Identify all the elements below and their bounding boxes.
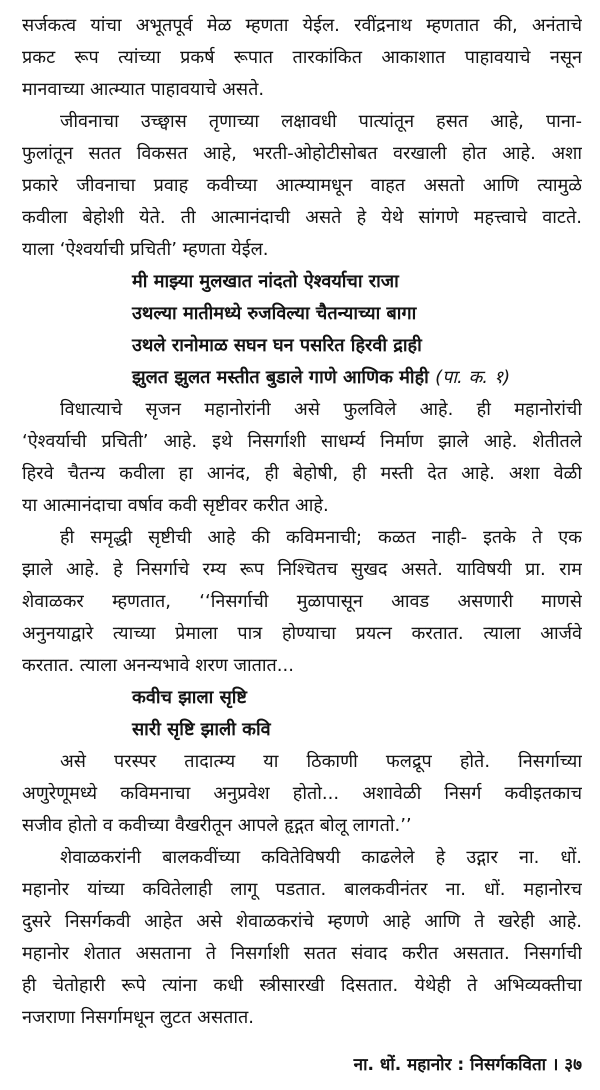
- text-line: कवीला बेहोशी येते. ती आत्मानंदाची असते हे येथे सांगणे महत्त्वाचे वाटते.: [22, 207, 582, 228]
- text-line: दुसरे निसर्गकवी आहेत असे शेवाळकरांचे म्हणणे आहे आणि ते खरेही आहे.: [22, 911, 582, 932]
- text-line: या आत्मानंदाचा वर्षाव कवी सृष्टीवर करीत आहे.: [22, 495, 329, 516]
- text-line: सजीव होतो व कवीच्या वैखरीतून आपले हृद्गत बोलू लागतो.’’: [22, 815, 412, 836]
- text-line: अणुरेणूमध्ये कविमनाचा अनुप्रवेश होतो... अशावेळी निसर्ग कवीइतकाच: [22, 783, 582, 804]
- paragraph-4: [22, 522, 582, 682]
- text-line: शेवाळकर म्हणतात, ‘‘निसर्गाची मुळापासून आवड असणारी माणसे: [22, 591, 582, 612]
- poem-line: मी माझ्या मुलखात नांदतो ऐश्वर्याचा राजा: [132, 271, 399, 292]
- text-line: याला ‘ऐश्वर्याची प्रचिती’ म्हणता येईल.: [22, 239, 269, 260]
- paragraph-3: [22, 394, 582, 522]
- paragraph-2: [22, 106, 582, 266]
- paragraph-5: [22, 746, 582, 842]
- text-line: करतात. त्याला अनन्यभावे शरण जातात...: [22, 655, 294, 676]
- poem-quote: [22, 266, 582, 394]
- poem-reference: (पा. क. १): [435, 367, 511, 388]
- text-line: असे परस्पर तादात्म्य या ठिकाणी फलद्रूप होते. निसर्गाच्या: [60, 751, 582, 772]
- text-line: प्रकट रूप त्यांच्या प्रकर्ष रूपात तारकांकित आकाशात पाहावयाचे नसून: [22, 47, 582, 68]
- text-line: प्रकारे जीवनाचा प्रवाह कवीच्या आत्म्यामधून वाहत असतो आणि त्यामुळे: [22, 175, 582, 196]
- text-line: जीवनाचा उच्छ्वास तृणाच्या लक्षावधी पात्यांतून हसत आहे, पाना-: [60, 111, 582, 132]
- text-line: सर्जकत्व यांचा अभूतपूर्व मेळ म्हणता येईल. रवींद्रनाथ म्हणतात की, अनंताचे: [22, 15, 582, 36]
- text-line: फुलांतून सतत विकसत आहे, भरती-ओहोटीसोबत वरखाली होत आहे. अशा: [22, 143, 582, 164]
- text-line: शेवाळकरांनी बालकवींच्या कवितेविषयी काढलेले हे उद्गार ना. धों.: [60, 847, 582, 868]
- poem-line: झुलत झुलत मस्तीत बुडाले गाणे आणिक मीही: [132, 367, 429, 388]
- couplet-quote: [22, 682, 582, 746]
- text-line: अनुनयाद्वारे त्याच्या प्रेमाला पात्र होण्याचा प्रयत्न करतात. त्याला आर्जवे: [22, 623, 582, 644]
- poem-line: उथल्या मातीमध्ये रुजविल्या चैतन्याच्या बागा: [132, 303, 417, 324]
- text-line: विधात्याचे सृजन महानोरांनी असे फुलविले आहे. ही महानोरांची: [60, 399, 582, 420]
- text-line: नजराणा निसर्गामधून लुटत असतात.: [22, 1007, 255, 1028]
- text-line: मानवाच्या आत्म्यात पाहावयाचे असते.: [22, 79, 265, 100]
- text-line: ही चेतोहारी रूपे त्यांना कधी स्त्रीसारखी दिसतात. येथेही ते अभिव्यक्तीचा: [22, 975, 582, 996]
- couplet-line: सारी सृष्टि झाली कवि: [132, 719, 271, 740]
- text-line: महानोर यांच्या कवितेलाही लागू पडतात. बालकवीनंतर ना. धों. महानोरच: [22, 879, 582, 900]
- text-line: हिरवे चैतन्य कवीला हा आनंद, ही बेहोषी, ही मस्ती देत आहे. अशा वेळी: [22, 463, 582, 484]
- poem-line-with-reference: [22, 362, 582, 394]
- poem-line: उथले रानोमाळ सघन घन पसरित हिरवी द्राही: [132, 335, 422, 356]
- text-line: ही समृद्धी सृष्टीची आहे की कविमनाची; कळत नाही- इतके ते एक: [60, 527, 582, 548]
- text-line: झाले आहे. हे निसर्गाचे रम्य रूप निश्चितच सुखद असते. याविषयी प्रा. राम: [22, 559, 582, 580]
- page-footer: ना. धों. महानोर : निसर्गकविता । ३७: [353, 1055, 582, 1075]
- text-line: महानोर शेतात असताना ते निसर्गाशी सतत संवाद करीत असतात. निसर्गाची: [22, 943, 582, 964]
- paragraph-6: [22, 842, 582, 1034]
- paragraph-1: [22, 10, 582, 106]
- text-line: ‘ऐश्वर्याची प्रचिती’ आहे. इथे निसर्गाशी साधर्म्य निर्माण झाले आहे. शेतीतले: [22, 431, 582, 452]
- couplet-line: कवीच झाला सृष्टि: [132, 687, 247, 708]
